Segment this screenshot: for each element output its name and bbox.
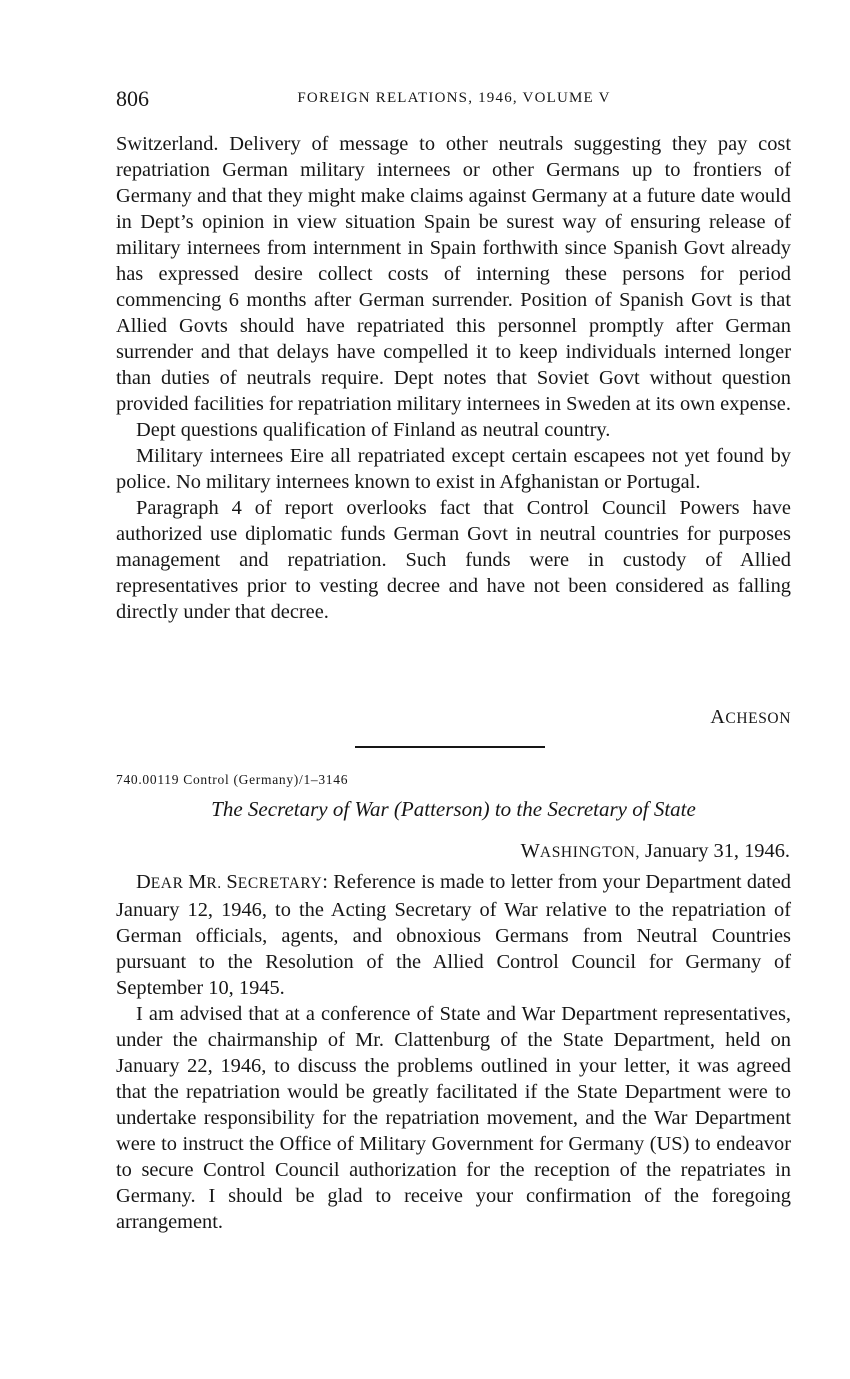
signature-initial: A — [710, 706, 726, 728]
letter-paragraph-1 — [116, 869, 791, 1001]
signature-rest: CHESON — [725, 710, 791, 727]
telegram-paragraph-2: Dept questions qualification of Finland as neutral country. — [136, 419, 611, 441]
letter-paragraph-1-text: Reference is made to letter from your Department dated January 12, 1946, to the Acting Secretary of War relative to the repatriation of German officials, agents, and obnoxious Germans from Neutral Countries pursuant to the Resolution of the Allied Control Council for Germany of September 10, 1945. — [116, 871, 792, 999]
salutation-ear: EAR — [150, 875, 189, 892]
telegram-paragraph-4: Paragraph 4 of report overlooks fact that Control Council Powers have authorized use diplomatic funds German Govt in neutral countries for purposes management and repatriation. Such funds were in custody of Allied representatives prior to vesting decree and have not been considered as falling directly under that decree. — [116, 497, 791, 623]
salutation-m: M — [188, 871, 207, 893]
salutation-r: R. — [206, 875, 227, 892]
page-header — [116, 86, 792, 116]
running-head: FOREIGN RELATIONS, 1946, VOLUME V — [297, 90, 611, 106]
dateline-place-initial: W — [520, 840, 540, 862]
telegram-paragraph-3: Military internees Eire all repatriated except certain escapees not yet found by police. No military internees known to exist in Afghanistan or Portugal. — [116, 445, 791, 493]
signature — [116, 706, 791, 729]
dateline — [116, 840, 790, 863]
dateline-date: January 31, 1946. — [639, 840, 790, 862]
page-number: 806 — [116, 86, 149, 111]
letter-body — [116, 869, 791, 1235]
salutation-d: D — [136, 871, 151, 893]
letter-paragraph-2: I am advised that at a conference of State and War Department representatives, under the chairmanship of Mr. Clattenburg of the State Department, held on January 22, 1946, to discuss the problems outlined in your letter, it was agreed that the repatriation would be greatly facilitated if the State Department were to undertake responsibility for the repatriation movement, and the War Department were to instruct the Office of Military Government for Germany (US) to endeavor to secure Control Council authorization for the reception of the repatriates in Germany. I should be glad to receive your confirmation of the foregoing arrangement. — [116, 1003, 791, 1233]
telegram-body — [116, 131, 791, 625]
telegram-paragraph-1: Switzerland. Delivery of message to other neutrals suggesting they pay cost repatriation German military internees or other Germans up to frontiers of Germany and that they might make claims against Germany at a future date would in Dept’s opinion in view situation Spain be surest way of ensuring release of military internees from internment in Spain forthwith since Spanish Govt already has expressed desire collect costs of interning these persons for period commencing 6 months after German surrender. Position of Spanish Govt is that Allied Govts should have repatriated this personnel promptly after German surrender and that delays have compelled it to keep individuals interned longer than duties of neutrals require. Dept notes that Soviet Govt without question provided facilities for repatriation military internees in Sweden at its own expense. — [116, 133, 791, 415]
section-divider — [355, 746, 545, 748]
salutation-colon: : — [322, 871, 334, 893]
dateline-place-rest: ASHINGTON, — [539, 844, 640, 861]
salutation-ecretary: ECRETARY — [237, 875, 323, 892]
file-reference: 740.00119 Control (Germany)/1–3146 — [116, 772, 349, 787]
document-title: The Secretary of War (Patterson) to the Secretary of State — [211, 797, 696, 821]
salutation-s: S — [226, 871, 238, 893]
